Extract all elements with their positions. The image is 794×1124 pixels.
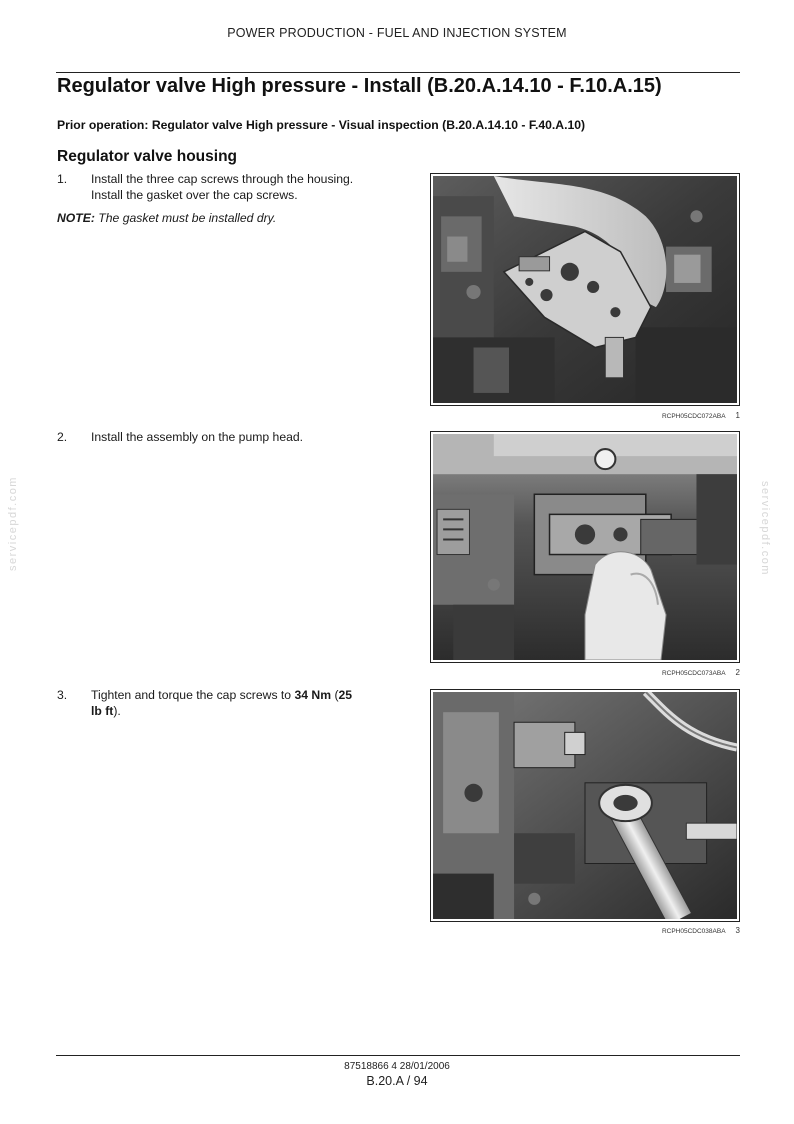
note-label: NOTE: bbox=[57, 211, 95, 225]
footer-doc-code: 87518866 4 28/01/2006 bbox=[344, 1061, 450, 1072]
watermark-left: servicepdf.com bbox=[7, 476, 19, 571]
step-1 bbox=[57, 172, 387, 203]
torque-value-imperial-part1: 25 bbox=[338, 688, 353, 702]
section-heading: Regulator valve housing bbox=[57, 148, 238, 165]
step-number: 1. bbox=[57, 172, 68, 186]
figure-2-photo bbox=[430, 431, 740, 663]
figure-number: 1 bbox=[735, 411, 740, 420]
footer-page-ref: B.20.A / 94 bbox=[366, 1074, 428, 1088]
watermark-right: servicepdf.com bbox=[759, 481, 771, 576]
figure-3-caption bbox=[662, 926, 740, 935]
step-text-line: Install the gasket over the cap screws. bbox=[91, 187, 298, 202]
prior-operation-label: Prior operation: bbox=[57, 118, 149, 132]
photo-torque-cap-screws bbox=[433, 692, 737, 919]
note bbox=[57, 211, 276, 225]
figure-3-photo bbox=[430, 689, 740, 922]
step-3 bbox=[57, 688, 387, 719]
figure-1-photo bbox=[430, 173, 740, 406]
step-number: 2. bbox=[57, 430, 68, 444]
running-header: POWER PRODUCTION - FUEL AND INJECTION SYSTEM bbox=[227, 26, 567, 40]
step-text-line bbox=[91, 704, 387, 720]
footer-rule bbox=[56, 1055, 740, 1056]
step-number: 3. bbox=[57, 688, 68, 702]
prior-operation-link[interactable]: Regulator valve High pressure - Visual inspection (B.20.A.14.10 - F.40.A.10) bbox=[151, 118, 586, 132]
figure-code: RCPH05CDC073ABA bbox=[661, 670, 726, 677]
prior-operation bbox=[57, 118, 585, 132]
figure-1-caption bbox=[662, 411, 740, 420]
step-text: Tighten and torque the cap screws to bbox=[91, 688, 295, 702]
title-rule bbox=[56, 72, 740, 73]
torque-value-metric: 34 Nm bbox=[294, 688, 332, 702]
step-text-line: Install the assembly on the pump head. bbox=[91, 430, 304, 444]
figure-number: 3 bbox=[735, 926, 740, 935]
note-text: The gasket must be installed dry. bbox=[94, 211, 277, 225]
photo-regulator-housing bbox=[433, 176, 737, 403]
figure-code: RCPH05CDC072ABA bbox=[661, 413, 726, 420]
step-text: ). bbox=[113, 703, 121, 718]
figure-2-caption bbox=[662, 668, 740, 677]
step-text: ( bbox=[331, 688, 339, 702]
photo-pump-head-assembly bbox=[433, 434, 737, 660]
step-text-line bbox=[91, 688, 387, 704]
figure-code: RCPH05CDC038ABA bbox=[661, 928, 726, 935]
torque-value-imperial-part2: lb ft bbox=[91, 703, 114, 718]
page-title: Regulator valve High pressure - Install (B.20.A.14.10 - F.10.A.15) bbox=[57, 75, 662, 97]
step-2 bbox=[57, 430, 387, 446]
step-text-line: Install the three cap screws through the housing. bbox=[91, 172, 354, 186]
figure-number: 2 bbox=[735, 668, 740, 677]
